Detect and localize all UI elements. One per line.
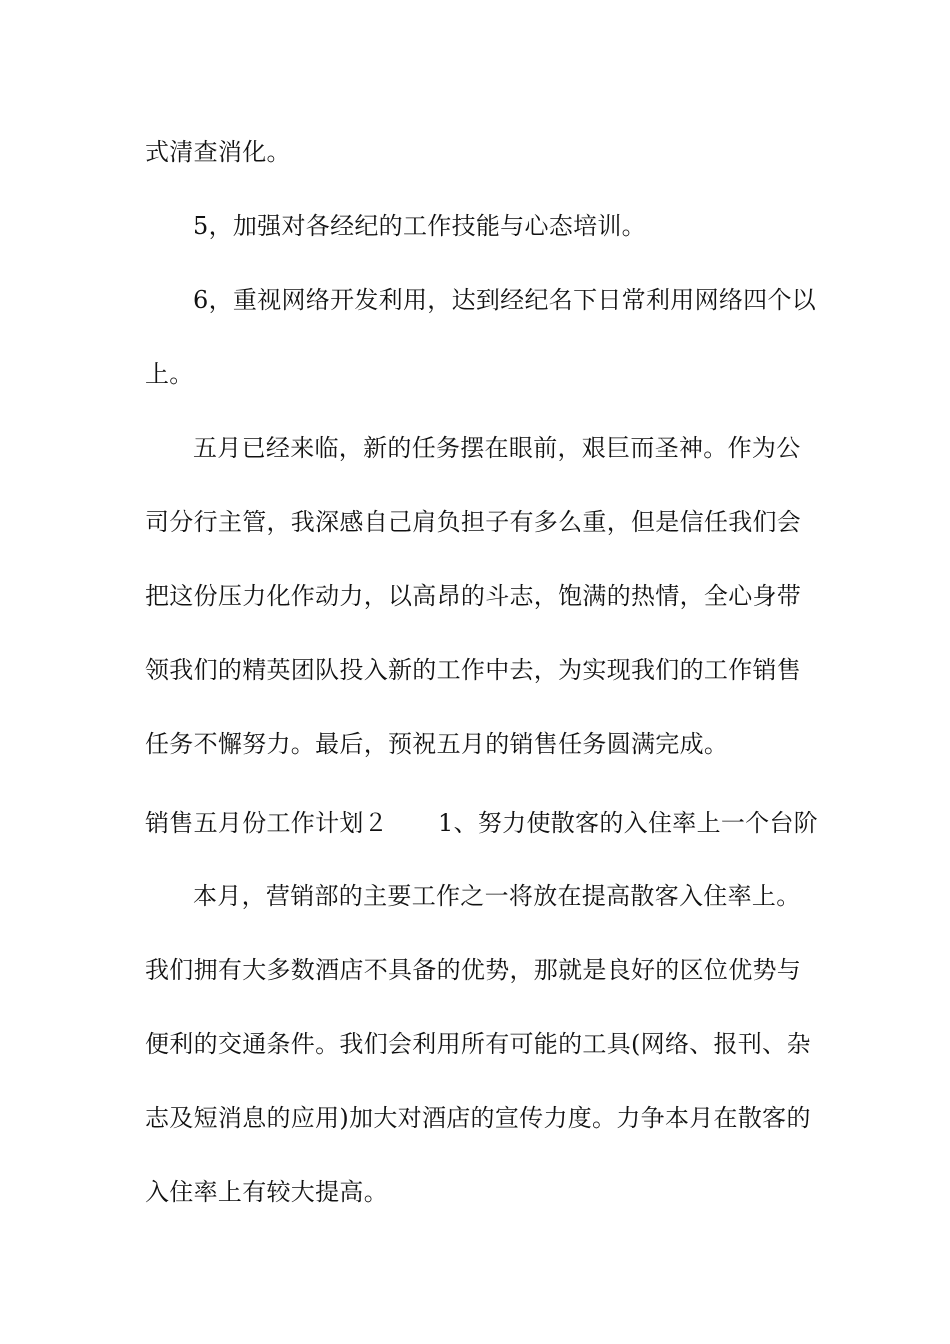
section-heading-line: [145, 808, 818, 838]
paragraph-line: 便利的交通条件。我们会利用所有可能的工具(网络、报刊、杂: [145, 1030, 811, 1058]
paragraph-line: 6，重视网络开发利用，达到经纪名下日常利用网络四个以: [193, 286, 817, 314]
paragraph-line: 五月已经来临，新的任务摆在眼前，艰巨而圣神。作为公: [193, 434, 801, 462]
section-heading-item: 1、努力使散客的入住率上一个台阶: [438, 809, 819, 837]
paragraph-line: 本月，营销部的主要工作之一将放在提高散客入住率上。: [193, 882, 801, 910]
paragraph-line: 志及短消息的应用)加大对酒店的宣传力度。力争本月在散客的: [145, 1104, 811, 1132]
paragraph-line: 领我们的精英团队投入新的工作中去，为实现我们的工作销售: [145, 656, 802, 684]
paragraph-line: 式清查消化。: [145, 138, 291, 166]
paragraph-line: 任务不懈努力。最后，预祝五月的销售任务圆满完成。: [145, 730, 729, 758]
paragraph-line: 入住率上有较大提高。: [145, 1178, 388, 1206]
paragraph-line: 司分行主管，我深感自己肩负担子有多么重，但是信任我们会: [145, 508, 802, 536]
section-heading-title: 销售五月份工作计划２: [145, 809, 388, 837]
paragraph-line: 把这份压力化作动力，以高昂的斗志，饱满的热情，全心身带: [145, 582, 802, 610]
paragraph-line: 上。: [145, 360, 194, 388]
paragraph-line: 5，加强对各经纪的工作技能与心态培训。: [193, 212, 646, 240]
paragraph-line: 我们拥有大多数酒店不具备的优势，那就是良好的区位优势与: [145, 956, 802, 984]
